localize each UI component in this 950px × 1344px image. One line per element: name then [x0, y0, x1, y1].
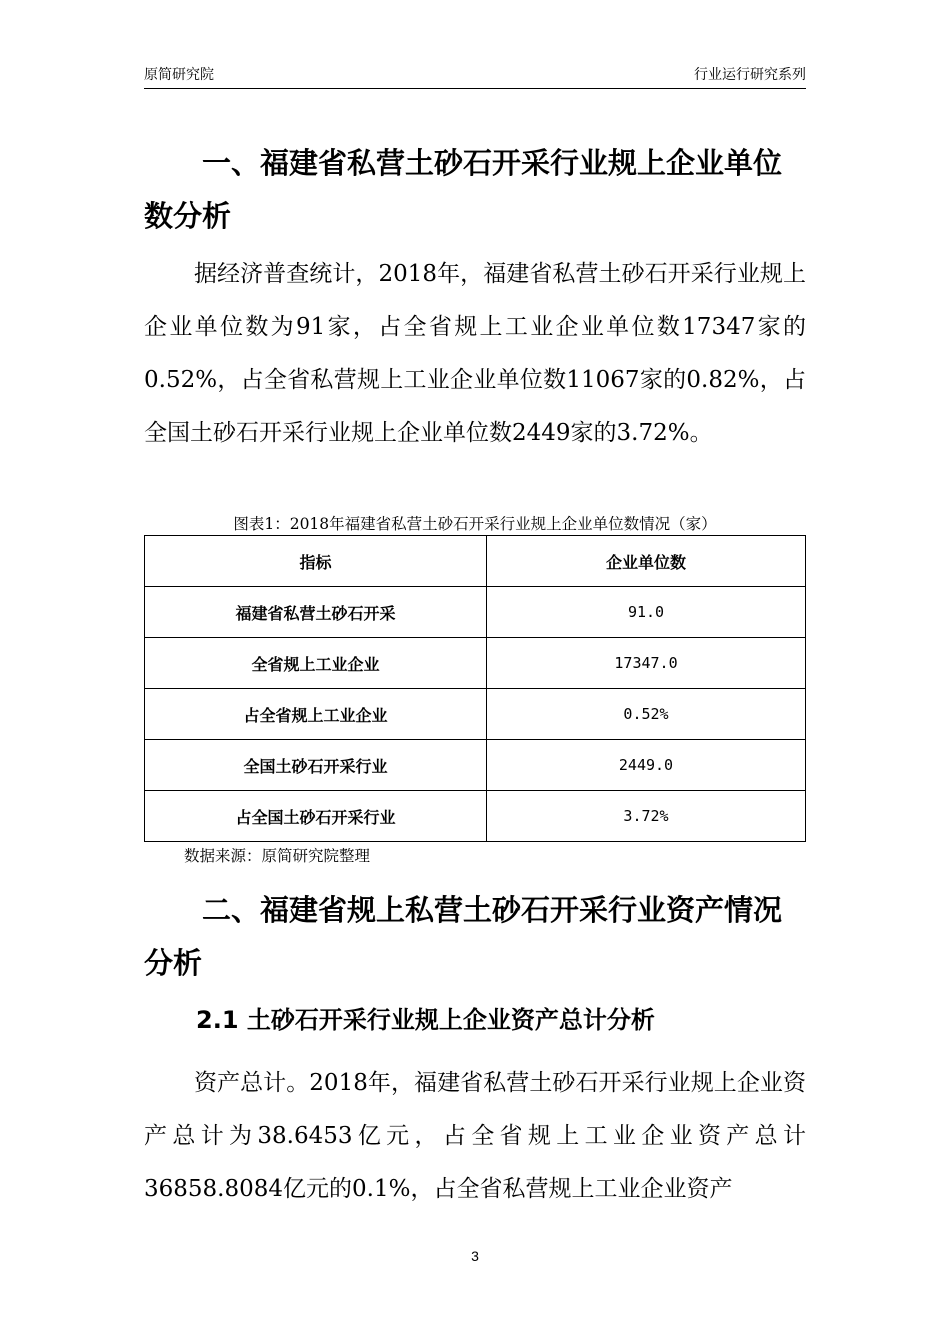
table-header-indicator: 指标 [145, 536, 487, 587]
table-header-count: 企业单位数 [487, 536, 806, 587]
table-row-value: 91.0 [487, 587, 806, 638]
table-caption: 图表1：2018年福建省私营土砂石开采行业规上企业单位数情况（家） [233, 515, 717, 533]
table-row [145, 638, 806, 689]
header-org-name: 原简研究院 [144, 67, 214, 83]
table-row [145, 791, 806, 842]
table-row-label: 占全省规上工业企业 [145, 689, 487, 740]
data-table [144, 535, 806, 842]
table-row [145, 740, 806, 791]
table-row-value: 3.72% [487, 791, 806, 842]
table-row-label: 全省规上工业企业 [145, 638, 487, 689]
table-row [145, 587, 806, 638]
section1-heading: 一、福建省私营土砂石开采行业规上企业单位数分析 [144, 146, 783, 233]
table-row [145, 689, 806, 740]
table-source-note: 数据来源：原简研究院整理 [184, 847, 371, 865]
section2-subheading: 2.1 土砂石开采行业规上企业资产总计分析 [196, 1006, 655, 1034]
table-row-value: 0.52% [487, 689, 806, 740]
header-series-name: 行业运行研究系列 [694, 67, 806, 83]
section2-heading: 二、福建省规上私营土砂石开采行业资产情况分析 [144, 893, 783, 980]
section2-paragraph: 资产总计。2018年，福建省私营土砂石开采行业规上企业资产总计为38.6453亿元，占全省规上工业企业资产总计36858.8084亿元的0.1%，占全省私营规上工业企业资产 [144, 1070, 806, 1202]
section1-paragraph: 据经济普查统计，2018年，福建省私营土砂石开采行业规上企业单位数为91家，占全省规上工业企业单位数17347家的0.52%，占全省私营规上工业企业单位数11067家的0.82%，占全国土砂石开采行业规上企业单位数2449家的3.72%。 [144, 261, 806, 446]
page-number: 3 [471, 1248, 479, 1264]
table-row-label: 占全国土砂石开采行业 [145, 791, 487, 842]
table-header-row [145, 536, 806, 587]
table-row-value: 17347.0 [487, 638, 806, 689]
table-row-label: 全国土砂石开采行业 [145, 740, 487, 791]
table-row-value: 2449.0 [487, 740, 806, 791]
table-row-label: 福建省私营土砂石开采 [145, 587, 487, 638]
header-divider [144, 88, 806, 89]
